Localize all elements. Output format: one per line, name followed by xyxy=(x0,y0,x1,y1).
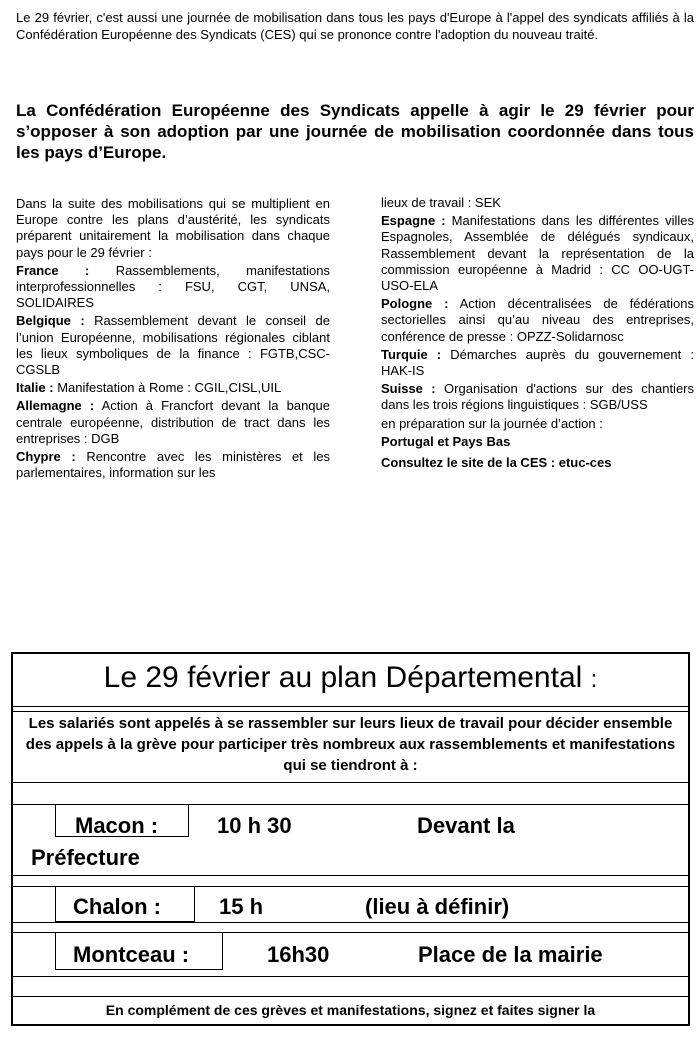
box-title-text: Le 29 février au plan Départemental xyxy=(103,661,583,694)
event-montceau-time: 16h30 xyxy=(267,942,330,967)
country-label: Belgique : xyxy=(16,313,85,329)
event-montceau-place: Place de la mairie xyxy=(418,942,603,967)
box-subtitle: Les salariés sont appelés à se rassembler sur leurs lieux de travail pour décider ensemble des appels à la grève pour participer très nombreux aux rassemblements et manifestations qui se tiendront à : xyxy=(25,715,676,774)
event-chalon-city: Chalon : xyxy=(73,894,161,919)
box-footer: En complément de ces grèves et manifestations, signez et faites signer la xyxy=(105,1002,596,1018)
divider xyxy=(13,711,688,712)
country-label: Italie : xyxy=(16,380,54,396)
intro-paragraph: Le 29 février, c'est aussi une journée de mobilisation dans tous les pays d'Europe à l'appel des syndicats affiliés à la Confédération Européenne des Syndicats (CES) qui se prononce contre l'adoption du nouveau traité. xyxy=(16,10,694,42)
country-belgique xyxy=(16,313,330,378)
country-text: Rassemblement devant le conseil de l’union Européenne, mobilisations régionales ciblant les lieux symboliques de la finance : FGTB,CSC-CGSLB xyxy=(16,313,330,378)
country-label: Pologne : xyxy=(381,296,449,312)
box-title xyxy=(13,660,688,698)
country-label: France : xyxy=(16,262,90,278)
divider xyxy=(13,922,688,923)
country-france xyxy=(16,263,330,312)
event-montceau-city: Montceau : xyxy=(73,942,190,967)
country-label: Suisse : xyxy=(381,381,436,397)
event-macon-time: 10 h 30 xyxy=(217,813,292,838)
country-text: Organisation d'actions sur des chantiers dans les trois régions linguistiques : SGB/USS xyxy=(381,381,694,413)
mobilisation-intro: Dans la suite des mobilisations qui se multiplient en Europe contre les plans d’austérité, les syndicats préparent unitairement la mobilisation dans chaque pays pour le 29 février : xyxy=(16,196,330,260)
event-macon-place: Devant la xyxy=(417,813,515,838)
country-turquie xyxy=(381,347,694,379)
headline: La Confédération Européenne des Syndicats appelle à agir le 29 février pour s’opposer à son adoption par une journée de mobilisation coordonnée dans tous les pays d’Europe. xyxy=(16,101,694,162)
divider xyxy=(13,976,688,977)
country-label: Espagne : xyxy=(381,213,446,229)
country-text: Rassemblements, manifestations interprofessionnelles : FSU, CGT, UNSA, SOLIDAIRES xyxy=(16,262,330,311)
country-text: Action à Francfort devant la banque centrale européenne, distribution de tract dans les entreprises : DGB xyxy=(16,398,330,446)
divider xyxy=(13,875,688,876)
country-label: Turquie : xyxy=(381,346,442,362)
country-text: Rencontre avec les ministères et les parlementaires, information sur les xyxy=(16,449,331,481)
country-allemagne xyxy=(16,398,330,447)
box-title-colon: : xyxy=(590,666,598,693)
divider xyxy=(13,782,688,783)
country-chypre xyxy=(16,449,330,481)
right-column xyxy=(381,195,694,473)
left-column xyxy=(16,196,330,483)
divider xyxy=(13,996,688,997)
country-text: Démarches auprès du gouvernement : HAK-IS xyxy=(381,346,694,379)
country-text: Manifestation à Rome : CGIL,CISL,UIL xyxy=(57,380,282,396)
country-espagne xyxy=(381,213,694,294)
event-macon-city: Macon : xyxy=(75,813,159,838)
country-pologne xyxy=(381,296,694,345)
country-italie xyxy=(16,380,330,396)
event-chalon-time: 15 h xyxy=(219,894,264,919)
ces-website: Consultez le site de la CES : etuc-ces xyxy=(381,455,612,471)
country-text: Action décentralisées de fédérations sectorielles ainsi qu’au niveau des entreprises, conférence de presse : OPZZ-Solidarnosc xyxy=(381,296,694,344)
country-label: Chypre : xyxy=(16,449,76,465)
departmental-box xyxy=(11,652,690,1026)
preparation-countries: Portugal et Pays Bas xyxy=(381,433,511,449)
country-suisse xyxy=(381,381,694,413)
country-text: Manifestations dans les différentes villes Espagnoles, Assemblée de délégués syndicaux, Rassemblement devant la représentation de la commission européenne à Madrid : CC OO-UGT-USO-ELA xyxy=(381,213,694,294)
divider xyxy=(13,706,688,707)
event-macon-place-cont: Préfecture xyxy=(31,845,140,870)
country-label: Allemagne : xyxy=(16,398,95,414)
chypre-continuation: lieux de travail : SEK xyxy=(381,195,501,210)
preparation-text: en préparation sur la journée d’action : xyxy=(381,415,603,431)
event-chalon-place: (lieu à définir) xyxy=(365,894,510,919)
